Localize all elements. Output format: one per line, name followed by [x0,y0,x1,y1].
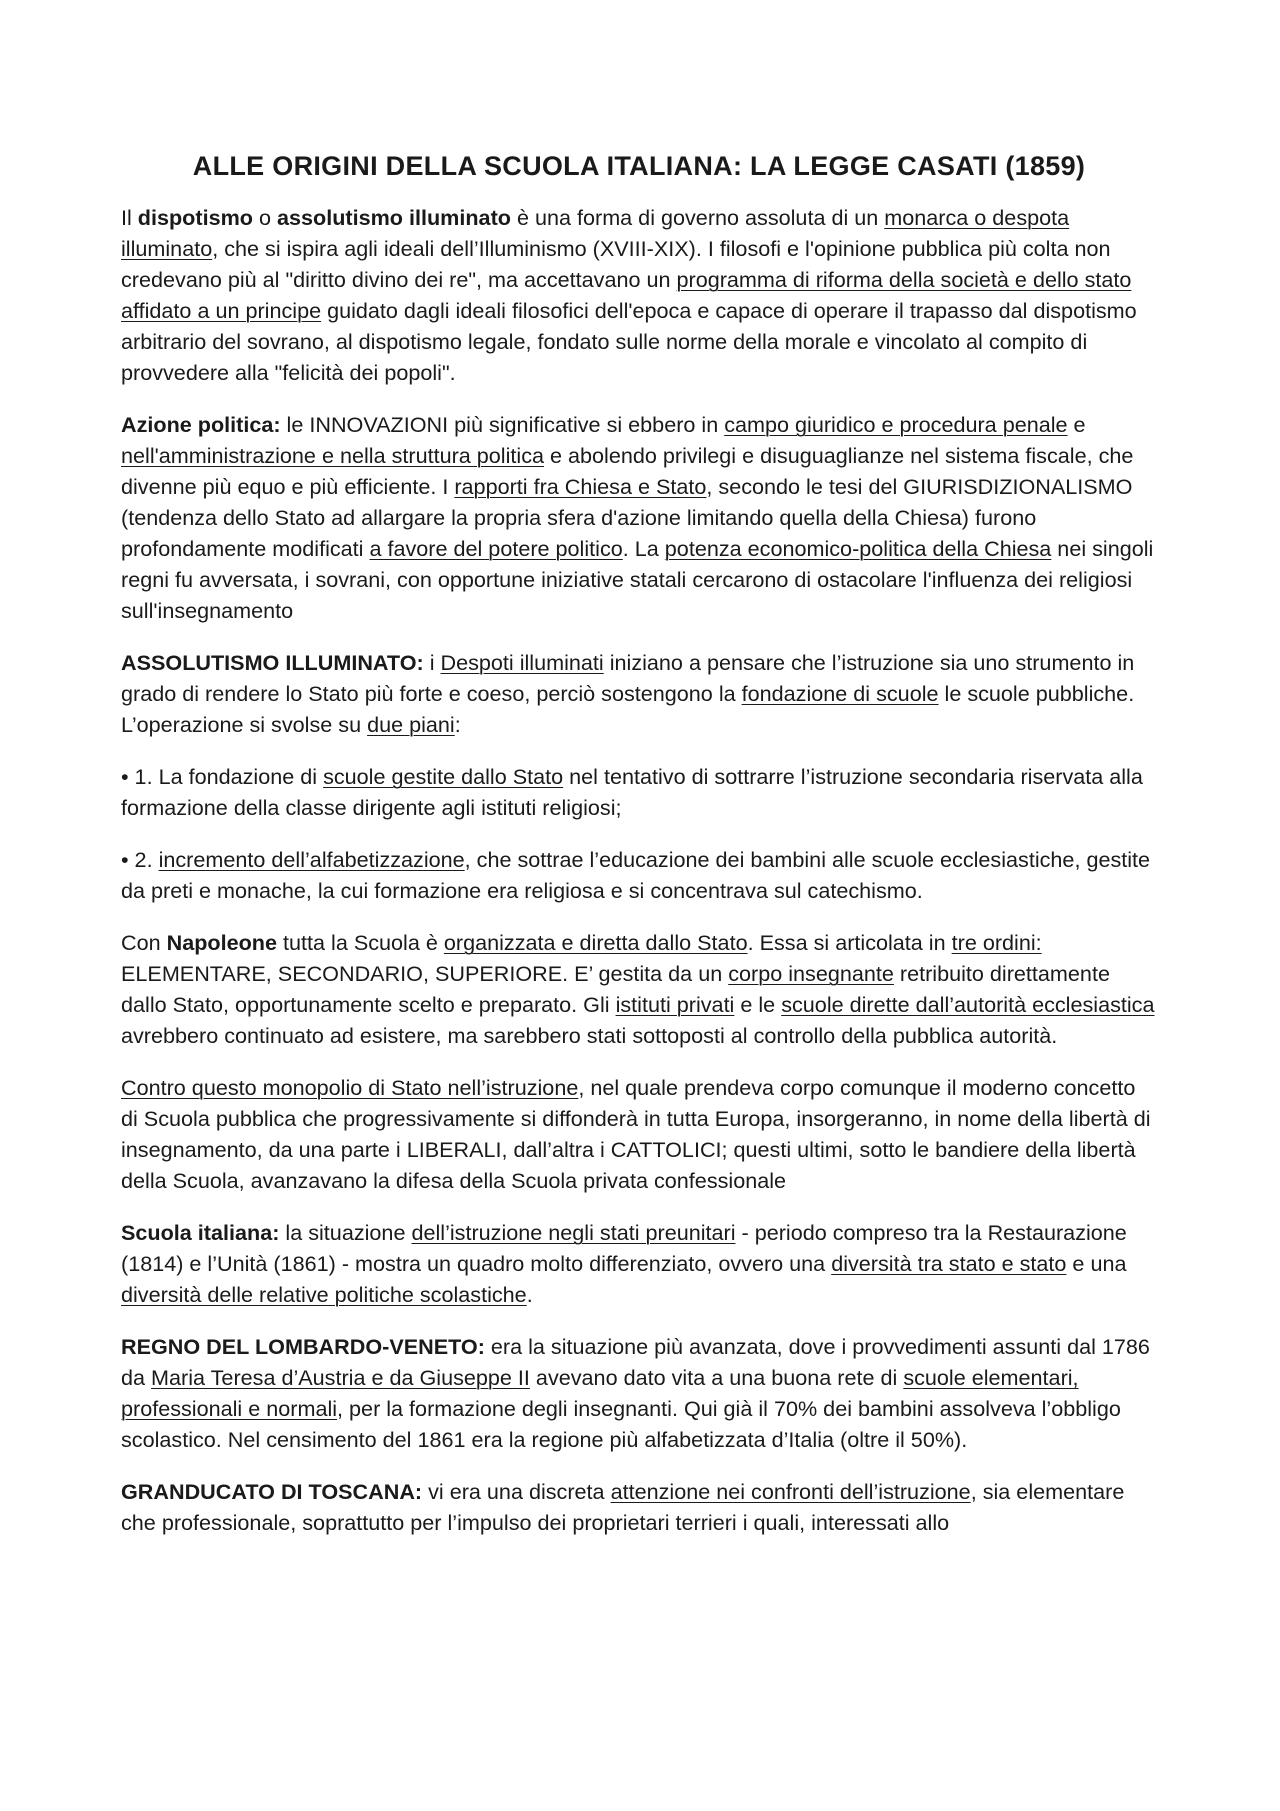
text-run: , per la formazione degli insegnanti. Qui già il 70% dei bambini assolveva l’obbligo scolastico. Nel censimento del 1861 era la regione più alfabetizzata d’Italia (oltre il 50%). [121,1396,1121,1453]
text-run: e le [734,992,782,1018]
text-run: guidato dagli ideali filosofici dell'epoca e capace di operare il trapasso dal dispotismo arbitrario del sovrano, al dispotismo legale, fondato sulle norme della morale e vincolato al compito di provvedere alla "felicità dei popoli". [121,298,1137,386]
text-run: . Essa si articolata in [747,930,952,956]
underlined-phrase: nell'amministrazione e nella struttura politica [121,443,544,469]
underlined-phrase: organizzata e diretta dallo Stato [443,930,748,956]
bold-term: dispotismo [137,205,253,231]
bold-term: Azione politica: [121,412,281,438]
paragraph-p3 [121,647,1157,740]
paragraph-p4 [121,761,1157,823]
underlined-phrase: scuole gestite dallo Stato [323,764,564,790]
paragraph-p5 [121,844,1157,906]
text-run: , sia elementare che professionale, soprattutto per l’impulso dei proprietari terrieri i quali, interessati allo [121,1479,1125,1536]
text-run: ELEMENTARE, SECONDARIO, SUPERIORE. E’ gestita da un [121,961,729,987]
paragraph-p2 [121,409,1157,626]
text-run: e abolendo privilegi e disuguaglianze nel sistema fiscale, che divenne più equo e più efficiente. I [121,443,1134,500]
text-run: avevano dato vita a una buona rete di [529,1365,904,1391]
text-run: avrebbero continuato ad esistere, ma sarebbero stati sottoposti al controllo della pubblica autorità. [121,1023,1058,1049]
underlined-phrase: istituti privati [615,992,735,1018]
text-run: Il [121,205,138,231]
underlined-phrase: scuole elementari, professionali e normali [121,1365,1079,1422]
underlined-phrase: programma di riforma della società e dello stato affidato a un principe [121,267,1132,324]
underlined-phrase: diversità tra stato e stato [831,1251,1067,1277]
underlined-phrase: dell’istruzione negli stati preunitari [411,1220,736,1246]
text-run: è una forma di governo assoluta di un [510,205,885,231]
page-title: ALLE ORIGINI DELLA SCUOLA ITALIANA: LA LEGGE CASATI (1859) [192,151,1086,181]
underlined-phrase: Maria Teresa d’Austria e da Giuseppe II [151,1365,530,1391]
underlined-phrase: diversità delle relative politiche scolastiche [121,1282,527,1308]
bold-term: ASSOLUTISMO ILLUMINATO: [121,650,424,676]
text-run: vi era una discreta [422,1479,611,1505]
underlined-phrase: tre ordini: [951,930,1042,956]
text-run: , che si ispira agli ideali dell’Illuminismo (XVIII-XIX). I filosofi e l'opinione pubblica più colta non credevano più al "diritto divino dei re", ma accettavano un [121,236,1111,293]
text-run: e una [1066,1251,1127,1277]
paragraph-p7 [121,1072,1157,1196]
paragraph-p6 [121,927,1157,1051]
text-run: iniziano a pensare che l’istruzione sia uno strumento in grado di rendere lo Stato più forte e coeso, perciò sostengono la [121,650,1135,707]
text-run: era la situazione più avanzata, dove i provvedimenti assunti dal 1786 da [121,1334,1150,1391]
text-run: tutta la Scuola è [277,930,444,956]
text-run: : [454,712,461,738]
text-run: nei singoli regni fu avversata, i sovrani, con opportune iniziative statali cercarono di ostacolare l'influenza dei religiosi sull'insegnamento [121,536,1154,624]
text-run: nel tentativo di sottrarre l’istruzione secondaria riservata alla formazione della classe dirigente agli istituti religiosi; [121,764,1143,821]
paragraph-p10 [121,1476,1157,1538]
underlined-phrase: campo giuridico e procedura penale [724,412,1068,438]
underlined-phrase: attenzione nei confronti dell’istruzione [610,1479,971,1505]
bold-term: REGNO DEL LOMBARDO-VENETO: [121,1334,485,1360]
text-run: , secondo le tesi del GIURISDIZIONALISMO (tendenza dello Stato ad allargare la propria sfera d'azione limitando quella della Chiesa) furono profondamente modificati [121,474,1133,562]
text-run: le INNOVAZIONI più significative si ebbero in [280,412,725,438]
text-run: la situazione [279,1220,412,1246]
underlined-phrase: due piani [367,712,455,738]
bold-term: Napoleone [166,930,278,956]
paragraph-p1 [121,202,1157,388]
underlined-phrase: monarca o despota illuminato [121,205,1070,262]
text-run: - periodo compreso tra la Restaurazione (1814) e l’Unità (1861) - mostra un quadro molto differenziato, ovvero una [121,1220,1127,1277]
text-run: retribuito direttamente dallo Stato, opportunamente scelto e preparato. Gli [121,961,1110,1018]
underlined-phrase: corpo insegnante [728,961,894,987]
underlined-phrase: Despoti illuminati [440,650,604,676]
paragraph-p9 [121,1331,1157,1455]
underlined-phrase: fondazione di scuole [741,681,939,707]
text-run: • 2. [121,847,159,873]
bold-term: assolutismo illuminato [276,205,511,231]
text-run: , che sottrae l’educazione dei bambini alle scuole ecclesiastiche, gestite da preti e monache, la cui formazione era religiosa e si concentrava sul catechismo. [121,847,1151,904]
bold-term: Scuola italiana: [121,1220,280,1246]
text-run: . [526,1282,533,1308]
text-run: • 1. La fondazione di [121,764,324,790]
document-body [121,202,1157,1538]
text-run: i [423,650,441,676]
bold-term: GRANDUCATO DI TOSCANA: [121,1479,423,1505]
paragraph-p8 [121,1217,1157,1310]
underlined-phrase: potenza economico-politica della Chiesa [664,536,1052,562]
text-run: , nel quale prendeva corpo comunque il moderno concetto di Scuola pubblica che progressivamente si diffonderà in tutta Europa, insorgeranno, in nome della libertà di insegnamento, da una parte i LIBERALI, dall’altra i CATTOLICI; questi ultimi, sotto le bandiere della libertà della Scuola, avanzavano la difesa della Scuola privata confessionale [121,1075,1151,1194]
text-run: e [1067,412,1086,438]
text-run: o [252,205,277,231]
text-run: le scuole pubbliche. L’operazione si svolse su [121,681,1135,738]
underlined-phrase: a favore del potere politico [369,536,623,562]
text-run: . La [622,536,665,562]
underlined-phrase: Contro questo monopolio di Stato nell’istruzione [121,1075,579,1101]
text-run: Con [121,930,167,956]
underlined-phrase: scuole dirette dall’autorità ecclesiastica [781,992,1155,1018]
underlined-phrase: incremento dell’alfabetizzazione [158,847,465,873]
underlined-phrase: rapporti fra Chiesa e Stato [454,474,707,500]
